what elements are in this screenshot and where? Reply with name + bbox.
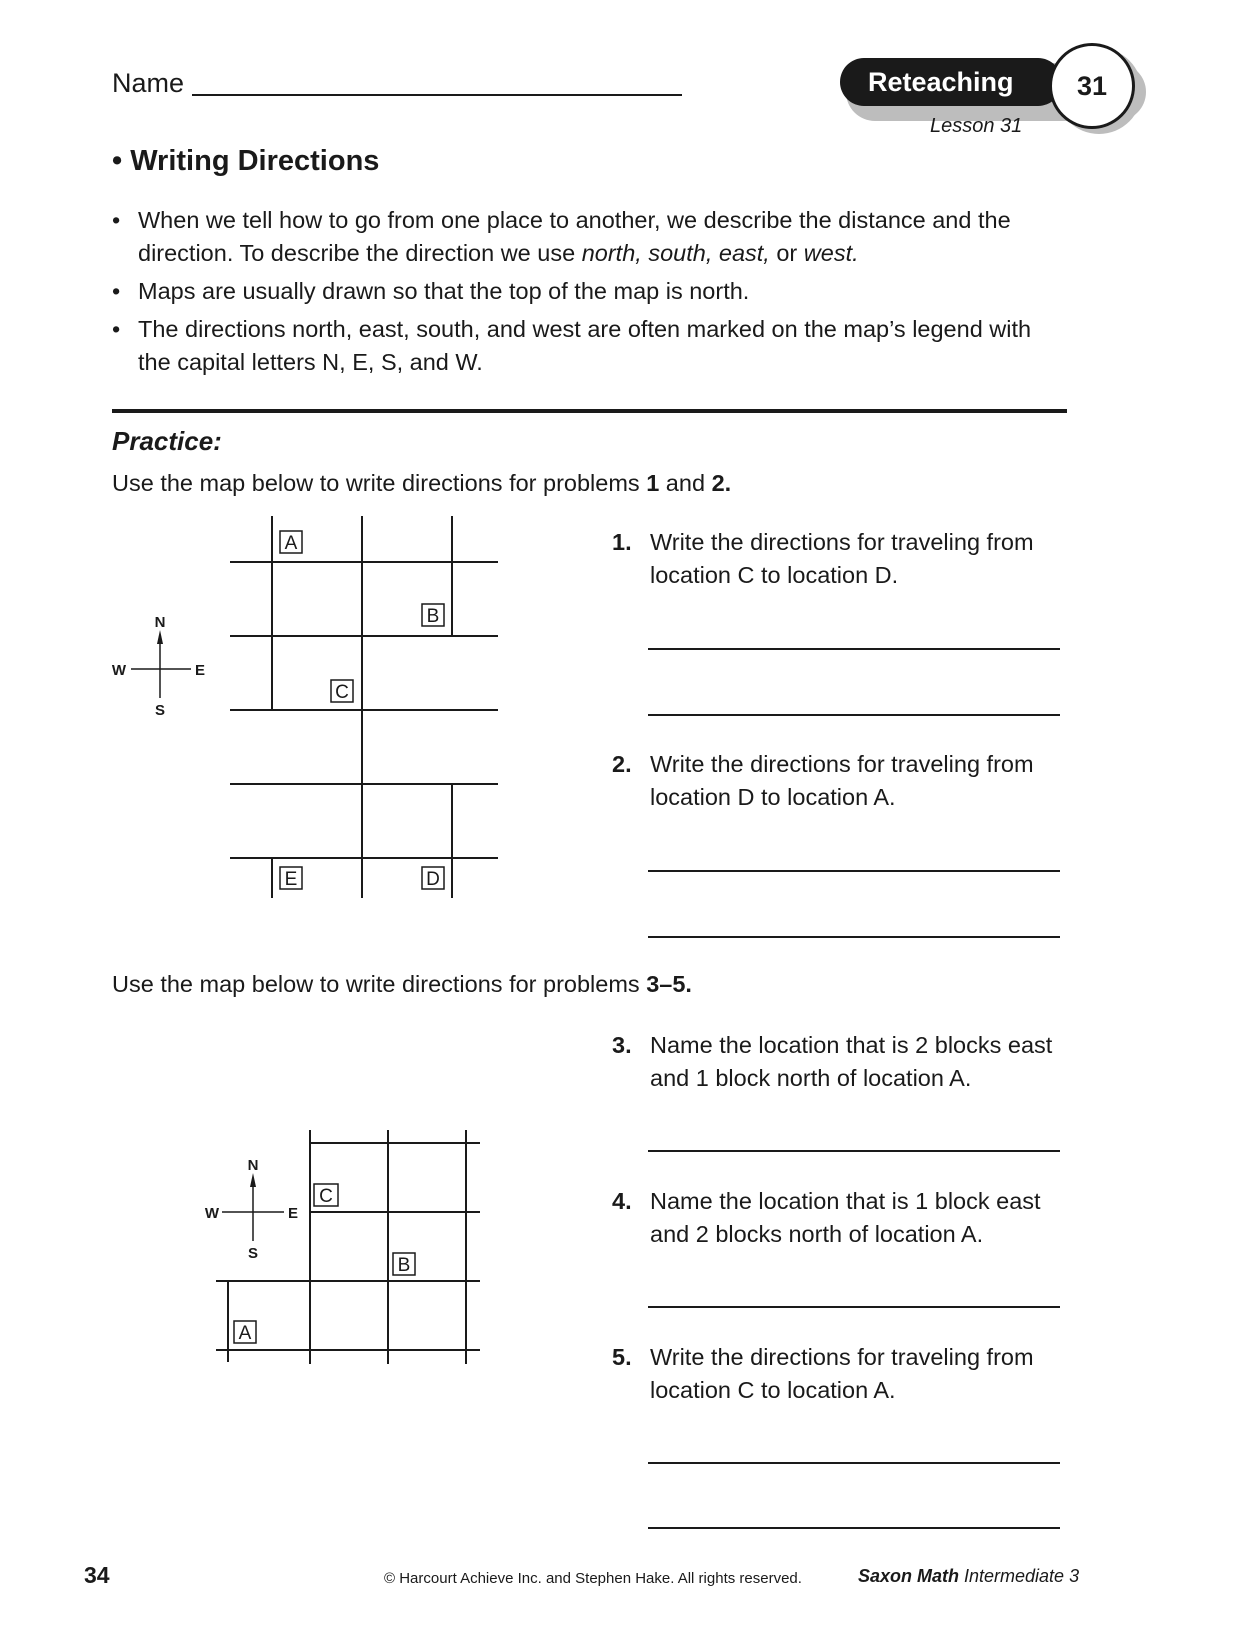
question-text: Name the location that is 1 block east and 2 blocks north of location A. — [650, 1188, 1041, 1247]
bullet-italic: north, south, east, — [581, 240, 770, 266]
answer-line[interactable] — [648, 1527, 1060, 1529]
page-number: 34 — [84, 1562, 110, 1588]
lesson-label: Lesson 31 — [930, 115, 1023, 137]
answer-line[interactable] — [648, 870, 1060, 872]
answer-line[interactable] — [648, 1150, 1060, 1152]
practice-heading: Practice: — [112, 426, 222, 456]
answer-line[interactable] — [648, 1306, 1060, 1308]
compass-s: S — [154, 702, 166, 719]
map-1-label-a: A — [284, 533, 298, 554]
map-1-streets — [230, 516, 498, 898]
bullet-item: • Maps are usually drawn so that the top of the map is north. — [112, 275, 1032, 308]
book-title-bold: Saxon Math — [858, 1566, 960, 1586]
question-1 — [612, 526, 1072, 592]
page-title: • Writing Directions — [112, 145, 380, 177]
map-2-label-c: C — [319, 1186, 333, 1207]
answer-line[interactable] — [648, 1462, 1060, 1464]
map-1-label-c: C — [335, 682, 349, 703]
bullet-text: or — [769, 240, 804, 266]
answer-line[interactable] — [648, 648, 1060, 650]
question-4 — [612, 1185, 1072, 1251]
book-title-rest: Intermediate 3 — [959, 1566, 1080, 1586]
reteaching-badge: Reteaching — [840, 58, 1062, 106]
compass-w: W — [111, 662, 127, 679]
map-1-label-d: D — [426, 869, 440, 890]
bullet-item: • The directions north, east, south, and west are often marked on the map’s legend with the capital letters N, E, S, and W. — [112, 313, 1032, 379]
question-5 — [612, 1341, 1072, 1407]
question-number: 5. — [612, 1344, 632, 1370]
map-2-label-b: B — [397, 1255, 411, 1276]
instruction-bold: 3–5. — [646, 971, 692, 997]
compass-e: E — [194, 662, 206, 679]
question-text: Write the directions for traveling from location C to location D. — [650, 529, 1034, 588]
question-text: Write the directions for traveling from location C to location A. — [650, 1344, 1034, 1403]
instruction-bold: 2. — [711, 470, 732, 496]
instruction-bold: 1 — [646, 470, 660, 496]
map-1-label-e: E — [284, 869, 298, 890]
compass-n: N — [154, 614, 166, 631]
badge-number: 31 — [1049, 43, 1135, 129]
question-3 — [612, 1029, 1072, 1095]
question-text: Name the location that is 2 blocks east and 1 block north of location A. — [650, 1032, 1053, 1091]
instruction-text: and — [659, 470, 712, 496]
map-2-label-a: A — [238, 1323, 252, 1344]
question-number: 3. — [612, 1032, 632, 1058]
instruction-text: Use the map below to write directions for problems — [112, 470, 647, 496]
compass-s: S — [247, 1245, 259, 1262]
answer-line[interactable] — [648, 936, 1060, 938]
compass-rose-icon — [112, 614, 205, 719]
question-2 — [612, 748, 1072, 814]
compass-rose-icon — [205, 1157, 298, 1262]
copyright: © Harcourt Achieve Inc. and Stephen Hake. All rights reserved. — [384, 1570, 802, 1587]
book-title — [858, 1566, 1079, 1587]
answer-line[interactable] — [648, 714, 1060, 716]
question-text: Write the directions for traveling from location D to location A. — [650, 751, 1034, 810]
compass-e: E — [287, 1205, 299, 1222]
question-number: 2. — [612, 751, 632, 777]
instruction-text: Use the map below to write directions for problems — [112, 971, 647, 997]
name-label: Name — [112, 68, 185, 98]
compass-n: N — [247, 1157, 259, 1174]
instruction-2 — [112, 971, 692, 998]
bullet-italic: west. — [803, 240, 859, 266]
question-number: 1. — [612, 529, 632, 555]
compass-w: W — [204, 1205, 220, 1222]
bullet-text: When we tell how to go from one place to another, we describe the distance and the direction. To describe the direction we use — [138, 207, 1011, 266]
question-number: 4. — [612, 1188, 632, 1214]
map-1-label-b: B — [426, 606, 440, 627]
